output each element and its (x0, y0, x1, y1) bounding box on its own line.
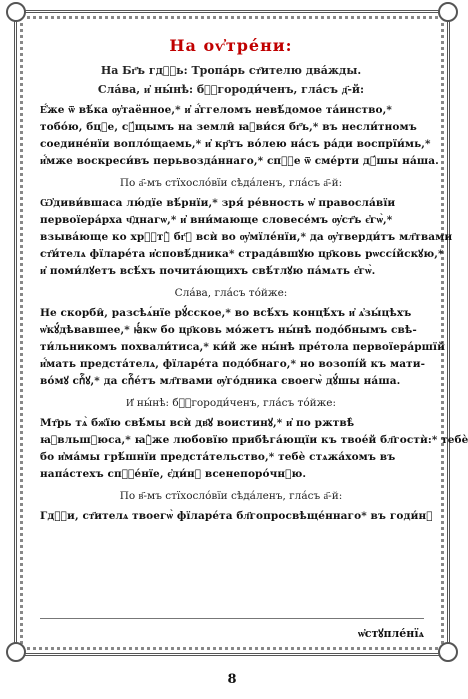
frame-corner-ornament (6, 2, 26, 22)
text-line: первоїера́рха ч҃днагѡ,* и҆ вни́мающе словесе́мъ ѹ҆ст҃ъ є҆гѡ̀,* (40, 214, 393, 226)
sedalen-2-text (40, 508, 433, 525)
text-line: ст҃и́телѧ фїларе́та и҆сповѣ́дника* страда́вшꙋю цр҃ковь рѡссі́йскꙋю,* (40, 248, 444, 260)
text-line: ꙗ҆вльшꙋюса,* ꙗ҆̀же люб́овїю прибѣга́ющїи къ твое́й бл҃гостѝ:* тебѐ (40, 434, 468, 446)
text-line: соедине́нїи вопло́щаемь,* и҆ кр҃тъ во́лею на́съ ра́ди воспрїи́мь,* (40, 138, 431, 150)
rubric-sedalen-2: По в҃-мъ стїхосло́вїи сѣда́ленъ, гла́съ а҃-й: (119, 490, 343, 502)
rubric-glory: Сла́ва, гла́съ то́йже: (174, 287, 288, 299)
footer-divider (40, 618, 424, 619)
rubric-sedalen-1: По а҃-мъ стїхосло́вїи сѣда́ленъ, гла́съ а҃-й: (119, 177, 343, 189)
frame-corner-ornament (6, 642, 26, 662)
text-line: бо и҆ма́мы грѣ́шнїи предста́тельство,* тебѐ стѧжа́хомъ въ (40, 451, 396, 463)
text-line: во́мꙋ спⷭ҇ꙋ,* да спⷭ҇е́тъ мл҃твами ѹ҆го́дника своегѡ̀ дꙋ́шы на́ша. (40, 375, 401, 387)
now-theotokion-text (40, 415, 468, 483)
catchword: ѡ҆стꙋпле́нїѧ (357, 627, 424, 640)
rubric-now: И҆ ны́нѣ: бⷪ҇городи́ченъ, гла́съ то́йже: (125, 397, 337, 409)
text-line: Е҆́же ѿ вѣ́ка ѹ҆таённое,* и҆ а҆́ггеломъ невѣ́домое та́инство,* (40, 104, 392, 116)
frame-corner-ornament (438, 642, 458, 662)
theotokion-text (40, 102, 439, 170)
page-number: 8 (227, 672, 237, 687)
text-line: и҆́мже воскреси́въ перьвозда́ннаго,* спⷭ҇е ѿ сме́рти дꙋ́шы на́ша. (40, 155, 439, 167)
text-line: напа́стехъ спⷭ҇е́нїе, є҆ди́нꙋ всенепоро́чнꙋю. (40, 468, 307, 480)
glory-text (40, 305, 446, 390)
text-line: ѡ҆кꙋ́дѣвавшее,* ꙗ҆́кѡ бо цр҃ковь мо́жетъ ны́нѣ подо́бнымъ свѣ- (40, 324, 417, 336)
text-line: взыва́юще ко хрⷭ҇тꙋ̀ бг҃ꙋ всѝ во ѹ҆мїле́нїи,* да ѹ҆тверди́тъ мл҃твами (40, 231, 453, 243)
text-line: Ѡ҆диви́вшаса лю́дїе вѣ́рнїи,* зря́ ре́вность ѡ҆ правосла́вїи (40, 197, 396, 209)
text-line: Гдⷭ҇и, ст҃ителѧ твоегѡ̀ фїларе́та бл҃гопросвѣще́ннаго* въ годи́нꙋ (40, 510, 433, 522)
text-line: ти́льникомъ похвали́тиса,* ки́й же ны́нѣ пре́тола первоїера́ршїй (40, 341, 446, 353)
text-line: и҆ поми́лꙋетъ всѣ́хъ почита́ющихъ свѣ́тлꙋю па́мѧть є҆гѡ̀. (40, 265, 376, 277)
rubric-troparion: На Бг҃ъ гдⷭ҇ь: Тропа́рь ст҃ителю два́жды. (100, 64, 362, 77)
frame-corner-ornament (438, 2, 458, 22)
text-line: и҆́мать предста́телѧ, фїларе́та подо́бнаго,* но возопі́й къ мати- (40, 358, 426, 370)
sedalen-text (40, 195, 453, 280)
text-line: тобо́ю, бцⷣе, сꙋ́щымъ на земли̑ ꙗ҆ви́ся бг҃ъ,* въ несли́тномъ (40, 121, 417, 133)
text-line: Не скорби̑, разсѣѧ́нїе рꙋ́сское,* во всѣ́хъ концѣ́хъ и҆ ѧ҆зы́цѣхъ (40, 307, 412, 319)
page-content (40, 36, 468, 636)
page-title: На оѵ҆тре́ни: (169, 36, 293, 55)
rubric-glory-now: Сла́ва, и҆ ны́нѣ: бⷪ҇городи́ченъ, гла́съ д҃-й: (97, 83, 365, 96)
text-line: Мт҃рь тѧ̀ бж҃їю свѣ́мы всѝ дв҃ꙋ воистинꙋ,* и҆ по ржтвѣ̀ (40, 417, 355, 429)
